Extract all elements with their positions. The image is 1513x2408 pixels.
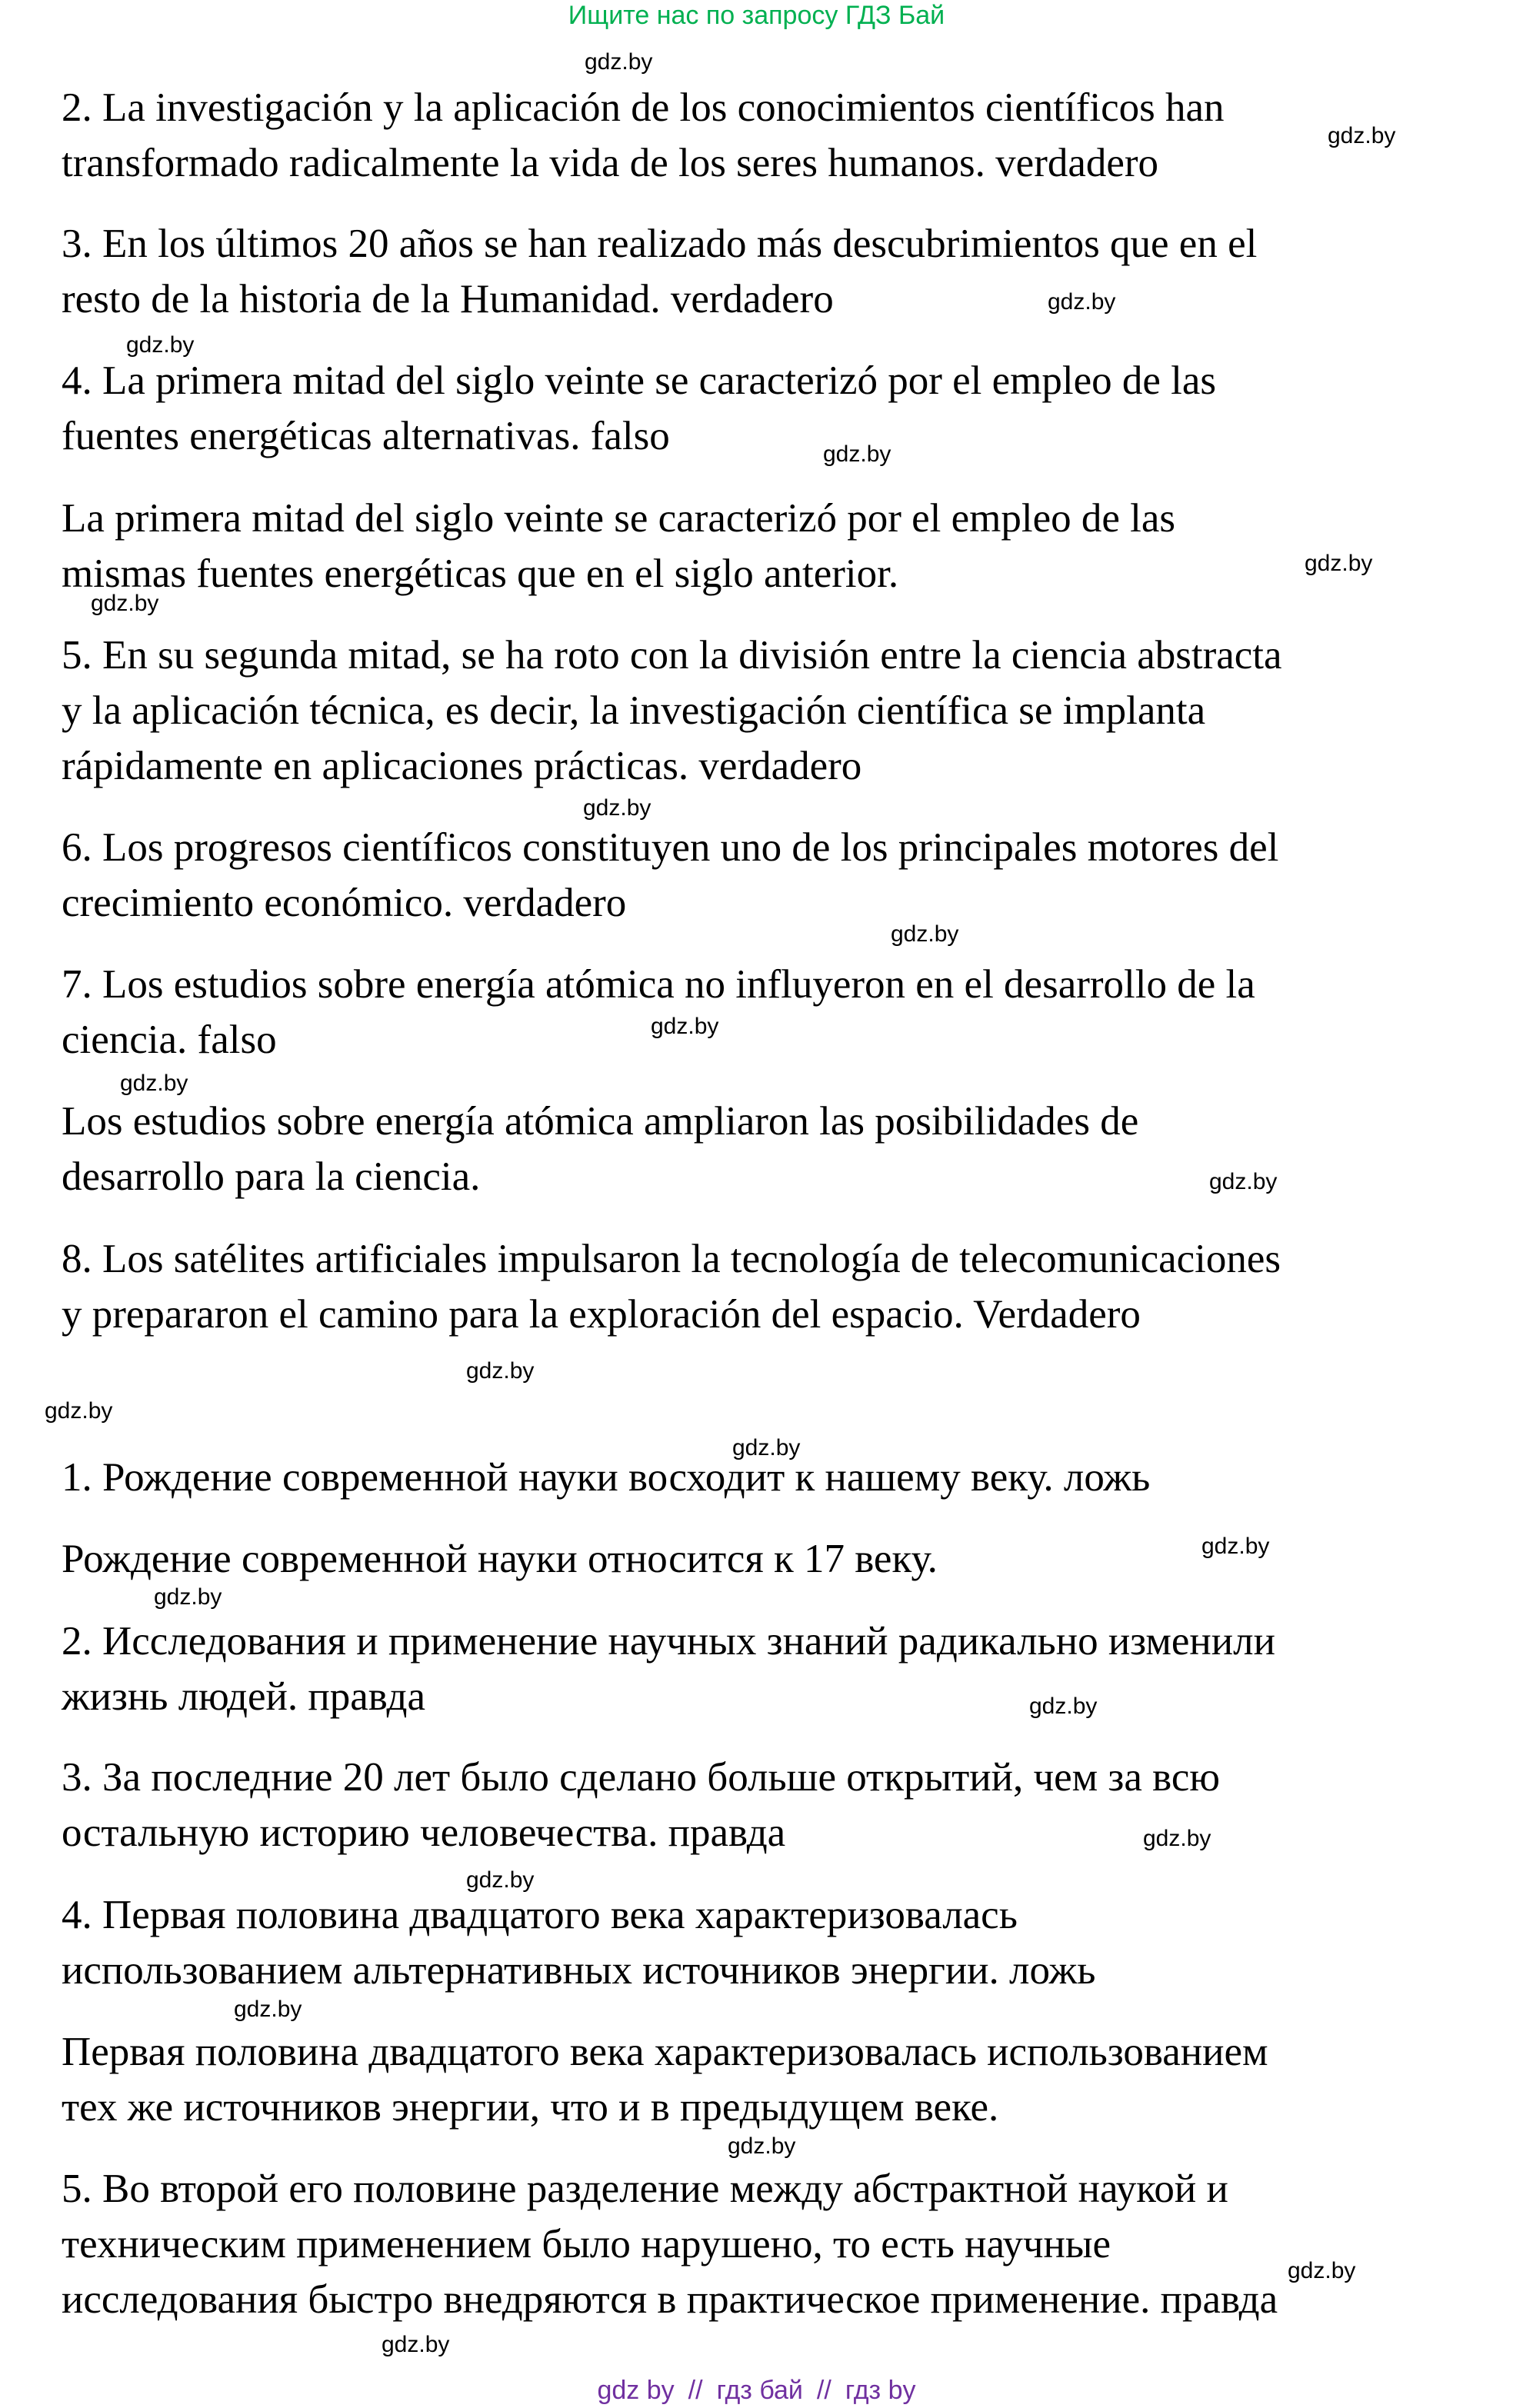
watermark: gdz.by bbox=[234, 1997, 302, 2022]
ru-correction-4 bbox=[62, 2024, 1431, 2135]
text-line: Первая половина двадцатого века характеризовалась использованием bbox=[62, 2030, 1268, 2074]
text-line: resto de la historia de la Humanidad. verdadero bbox=[62, 277, 834, 321]
watermark: gdz.by bbox=[585, 49, 653, 75]
text-line: Рождение современной науки относится к 17 веку. bbox=[62, 1537, 938, 1581]
watermark: gdz.by bbox=[732, 1435, 801, 1460]
watermark: gdz.by bbox=[891, 921, 959, 947]
watermark: gdz.by bbox=[120, 1071, 188, 1096]
watermark: gdz.by bbox=[728, 2133, 796, 2159]
watermark: gdz.by bbox=[1048, 289, 1116, 315]
text-line: остальную историю человечества. правда bbox=[62, 1810, 786, 1855]
es-item-4 bbox=[62, 353, 1431, 464]
watermark: gdz.by bbox=[1328, 123, 1396, 148]
ru-item-5 bbox=[62, 2161, 1431, 2327]
watermark: gdz.by bbox=[91, 591, 159, 616]
text-line: crecimiento económico. verdadero bbox=[62, 881, 627, 925]
watermark: gdz.by bbox=[1029, 1694, 1098, 1719]
watermark: gdz.by bbox=[823, 441, 891, 467]
text-line: Los estudios sobre energía atómica ampliaron las posibilidades de bbox=[62, 1099, 1139, 1144]
es-item-7 bbox=[62, 957, 1431, 1067]
text-line: 6. Los progresos científicos constituyen uno de los principales motores del bbox=[62, 825, 1279, 870]
watermark: gdz.by bbox=[1305, 551, 1373, 576]
es-item-5 bbox=[62, 628, 1431, 794]
text-line: rápidamente en aplicaciones prácticas. verdadero bbox=[62, 744, 862, 788]
text-line: 3. En los últimos 20 años se han realizado más descubrimientos que en el bbox=[62, 221, 1258, 266]
watermark: gdz.by bbox=[382, 2332, 450, 2357]
watermark: gdz.by bbox=[583, 795, 652, 821]
text-line: 4. La primera mitad del siglo veinte se caracterizó por el empleo de las bbox=[62, 358, 1217, 403]
text-line: 1. Рождение современной науки восходит к нашему веку. ложь bbox=[62, 1455, 1151, 1500]
text-line: y la aplicación técnica, es decir, la investigación científica se implanta bbox=[62, 688, 1206, 733]
text-line: 8. Los satélites artificiales impulsaron la tecnología de telecomunicaciones bbox=[62, 1237, 1281, 1281]
es-correction-4 bbox=[62, 491, 1431, 601]
text-line: 2. La investigación y la aplicación de los conocimientos científicos han bbox=[62, 85, 1225, 130]
text-line: 3. За последние 20 лет было сделано больше открытий, чем за всю bbox=[62, 1755, 1220, 1800]
text-line: техническим применением было нарушено, то есть научные bbox=[62, 2222, 1111, 2266]
footer-link[interactable]: gdz by bbox=[597, 2376, 675, 2405]
text-line: ciencia. falso bbox=[62, 1017, 277, 1062]
text-line: 2. Исследования и применение научных знаний радикально изменили bbox=[62, 1619, 1275, 1664]
text-line: mismas fuentes energéticas que en el siglo anterior. bbox=[62, 551, 899, 596]
text-line: 5. Во второй его половине разделение между абстрактной наукой и bbox=[62, 2167, 1228, 2211]
watermark: gdz.by bbox=[45, 1398, 113, 1424]
text-line: fuentes energéticas alternativas. falso bbox=[62, 414, 670, 458]
watermark: gdz.by bbox=[1288, 2258, 1356, 2283]
watermark: gdz.by bbox=[1143, 1826, 1211, 1851]
watermark: gdz.by bbox=[466, 1358, 535, 1384]
text-line: desarrollo para la ciencia. bbox=[62, 1154, 481, 1199]
text-line: тех же источников энергии, что и в предыдущем веке. bbox=[62, 2085, 999, 2130]
es-item-8 bbox=[62, 1231, 1431, 1342]
text-line: использованием альтернативных источников энергии. ложь bbox=[62, 1948, 1096, 1993]
text-line: 4. Первая половина двадцатого века характеризовалась bbox=[62, 1893, 1018, 1937]
footer-link[interactable]: гдз бай bbox=[716, 2376, 803, 2405]
ru-item-3 bbox=[62, 1750, 1431, 1860]
watermark: gdz.by bbox=[651, 1014, 719, 1039]
footer-link[interactable]: гдз by bbox=[845, 2376, 916, 2405]
watermark: gdz.by bbox=[126, 332, 195, 358]
text-line: 5. En su segunda mitad, se ha roto con la división entre la ciencia abstracta bbox=[62, 633, 1282, 678]
es-item-2 bbox=[62, 80, 1431, 191]
text-line: жизнь людей. правда bbox=[62, 1674, 425, 1719]
ru-item-4 bbox=[62, 1887, 1431, 1998]
watermark: gdz.by bbox=[466, 1867, 535, 1893]
footer-separator: // bbox=[688, 2376, 703, 2405]
watermark: gdz.by bbox=[1209, 1169, 1278, 1194]
es-item-3 bbox=[62, 216, 1431, 327]
text-line: transformado radicalmente la vida de los seres humanos. verdadero bbox=[62, 141, 1159, 185]
footer-separator: // bbox=[816, 2376, 831, 2405]
text-line: исследования быстро внедряются в практическое применение. правда bbox=[62, 2277, 1278, 2322]
watermark: gdz.by bbox=[1201, 1534, 1270, 1559]
text-line: La primera mitad del siglo veinte se caracterizó por el empleo de las bbox=[62, 496, 1176, 541]
text-line: y prepararon el camino para la exploración del espacio. Verdadero bbox=[62, 1292, 1141, 1337]
top-banner: Ищите нас по запросу ГДЗ Бай bbox=[568, 1, 945, 30]
footer-links bbox=[0, 2375, 1513, 2406]
ru-item-2 bbox=[62, 1614, 1431, 1724]
text-line: 7. Los estudios sobre energía atómica no influyeron en el desarrollo de la bbox=[62, 962, 1255, 1007]
watermark: gdz.by bbox=[154, 1584, 222, 1610]
es-item-6 bbox=[62, 820, 1431, 931]
